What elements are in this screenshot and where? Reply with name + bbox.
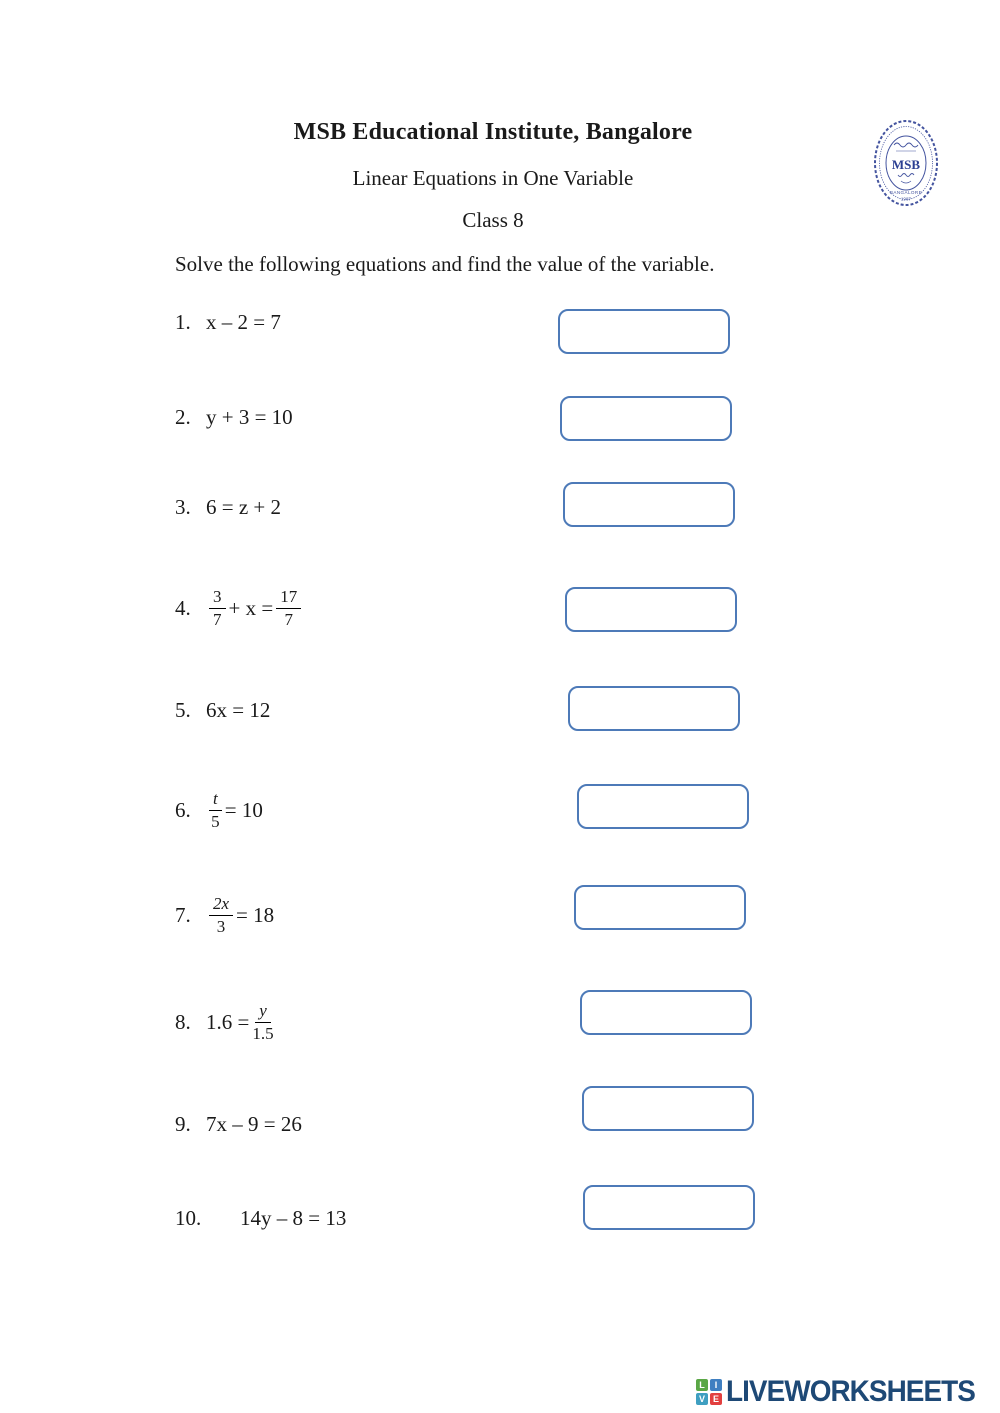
answer-input-10[interactable] <box>583 1185 755 1230</box>
seal-city: BANGALORE <box>889 190 923 195</box>
answer-input-6[interactable] <box>577 784 749 829</box>
question-row-5 <box>175 697 270 723</box>
question-number: 10. <box>175 1205 202 1230</box>
page-title: MSB Educational Institute, Bangalore <box>293 119 693 145</box>
question-row-3 <box>175 494 281 520</box>
question-row-6 <box>175 783 263 837</box>
question-number: 2. <box>175 404 191 429</box>
equation-text: 14y – 8 = 13 <box>240 1205 347 1230</box>
equation-text: $\frac{2x}{3}$ = 18 <box>206 894 274 936</box>
answer-input-4[interactable] <box>565 587 737 632</box>
equation-text: $\frac{3}{7}$ + x = $\frac{17}{7}$ <box>206 587 304 629</box>
question-number: 5. <box>175 697 191 722</box>
answer-input-2[interactable] <box>560 396 732 441</box>
question-row-8 <box>175 995 277 1049</box>
answer-input-7[interactable] <box>574 885 746 930</box>
seal-ornament-top <box>894 143 918 147</box>
fraction: $\frac{y}{1.5}$ <box>252 1000 274 1043</box>
equation-text: 1.6 = $\frac{y}{1.5}$ <box>206 1000 274 1043</box>
question-row-1 <box>175 309 281 335</box>
question-number: 3. <box>175 494 191 519</box>
logo-tile-v: V <box>696 1393 708 1405</box>
question-row-2 <box>175 404 293 430</box>
answer-input-3[interactable] <box>563 482 735 527</box>
fraction: $\frac{17}{7}$ <box>276 587 301 629</box>
equation-text: $\frac{t}{5}$ = 10 <box>206 789 263 831</box>
equation-text: 6 = z + 2 <box>206 494 282 519</box>
answer-input-8[interactable] <box>580 990 752 1035</box>
question-number: 1. <box>175 309 191 334</box>
fraction: $\frac{t}{5}$ <box>209 789 222 831</box>
logo-tile-i: I <box>710 1379 722 1391</box>
question-row-4 <box>175 581 304 635</box>
seal-ornament-bottom <box>898 174 914 177</box>
liveworksheets-logo <box>696 1375 994 1409</box>
equation-text: x – 2 = 7 <box>206 309 281 334</box>
question-number: 8. <box>175 1009 191 1034</box>
logo-tile-l: L <box>696 1379 708 1391</box>
logo-tile-e: E <box>710 1393 722 1405</box>
question-row-7 <box>175 888 274 942</box>
question-number: 9. <box>175 1111 191 1136</box>
seal-abbr: MSB <box>891 157 921 172</box>
worksheet-topic: Linear Equations in One Variable <box>352 166 634 190</box>
question-number: 4. <box>175 595 191 620</box>
fraction: $\frac{3}{7}$ <box>209 587 226 629</box>
equation-text: y + 3 = 10 <box>206 404 293 429</box>
question-row-10 <box>175 1205 346 1231</box>
instruction-text: Solve the following equations and find the value of the variable. <box>175 252 715 276</box>
class-label: Class 8 <box>462 208 524 232</box>
question-number: 6. <box>175 797 191 822</box>
question-number: 7. <box>175 902 191 927</box>
liveworksheets-tiles-icon <box>696 1379 722 1405</box>
equation-text: 6x = 12 <box>206 697 271 722</box>
equation-text: 7x – 9 = 26 <box>206 1111 302 1136</box>
seal-year: 1987 <box>900 196 912 202</box>
question-row-9 <box>175 1111 302 1137</box>
answer-input-5[interactable] <box>568 686 740 731</box>
liveworksheets-wordmark[interactable]: LIVEWORKSHEETS <box>726 1375 975 1408</box>
msb-logo <box>872 118 940 208</box>
answer-input-9[interactable] <box>582 1086 754 1131</box>
answer-input-1[interactable] <box>558 309 730 354</box>
fraction: $\frac{2x}{3}$ <box>209 894 233 936</box>
